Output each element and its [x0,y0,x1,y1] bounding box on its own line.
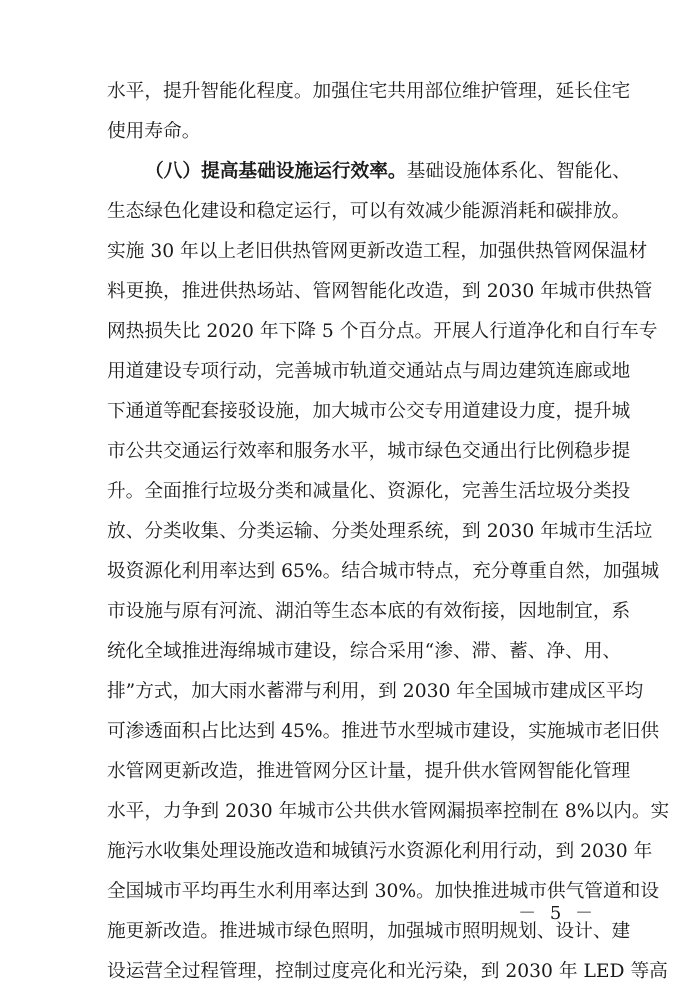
page-number: － 5 － [518,903,597,924]
text-line: 施更新改造。推进城市绿色照明，加强城市照明规划、设计、建 [107,921,631,942]
text-line: 放、分类收集、分类运输、分类处理系统，到 2030 年城市生活垃 [107,521,653,542]
text-line: 施污水收集处理设施改造和城镇污水资源化利用行动，到 2030 年 [107,841,653,862]
text-line: 全国城市平均再生水利用率达到 30%。加快推进城市供气管道和设 [107,881,660,902]
text-line: 设运营全过程管理，控制过度亮化和光污染，到 2030 年 LED 等高 [107,961,668,982]
text-line: 实施 30 年以上老旧供热管网更新改造工程，加强供热管网保温材 [107,241,648,262]
text-line: 生态绿色化建设和稳定运行，可以有效减少能源消耗和碳排放。 [107,201,631,222]
paragraph-2 [107,152,670,992]
text-line: 可渗透面积占比达到 45%。推进节水型城市建设，实施城市老旧供 [107,721,660,742]
text-line: 排”方式，加大雨水蓄滞与利用，到 2030 年全国城市建成区平均 [107,681,644,702]
paragraph-1 [107,72,631,152]
text-line: 网热损失比 2020 年下降 5 个百分点。开展人行道净化和自行车专 [107,321,658,342]
text-line: 市公共交通运行效率和服务水平，城市绿色交通出行比例稳步提 [107,441,631,462]
text-line: 下通道等配套接驳设施，加大城市公交专用道建设力度，提升城 [107,401,631,422]
text-line: 用道建设专项行动，完善城市轨道交通站点与周边建筑连廊或地 [107,361,631,382]
text-line: 使用寿命。 [107,121,201,142]
text-line: 水平，力争到 2030 年城市公共供水管网漏损率控制在 8%以内。实 [107,801,670,822]
section-heading: （八）提高基础设施运行效率。 [145,161,407,182]
text-line: 升。全面推行垃圾分类和减量化、资源化，完善生活垃圾分类投 [107,481,631,502]
text-line: 市设施与原有河流、湖泊等生态本底的有效衔接，因地制宜，系 [107,601,631,622]
text-line: 基础设施体系化、智能化、 [406,161,631,182]
text-line: 水管网更新改造，推进管网分区计量，提升供水管网智能化管理 [107,761,631,782]
text-line: 圾资源化利用率达到 65%。结合城市特点，充分尊重自然，加强城 [107,561,660,582]
document-body [107,72,670,992]
text-line: 统化全域推进海绵城市建设，综合采用“渗、滞、蓄、净、用、 [107,641,622,662]
paragraph-first-line [107,152,631,192]
text-line: 水平，提升智能化程度。加强住宅共用部位维护管理，延长住宅 [107,81,631,102]
text-line: 料更换，推进供热场站、管网智能化改造，到 2030 年城市供热管 [107,281,653,302]
